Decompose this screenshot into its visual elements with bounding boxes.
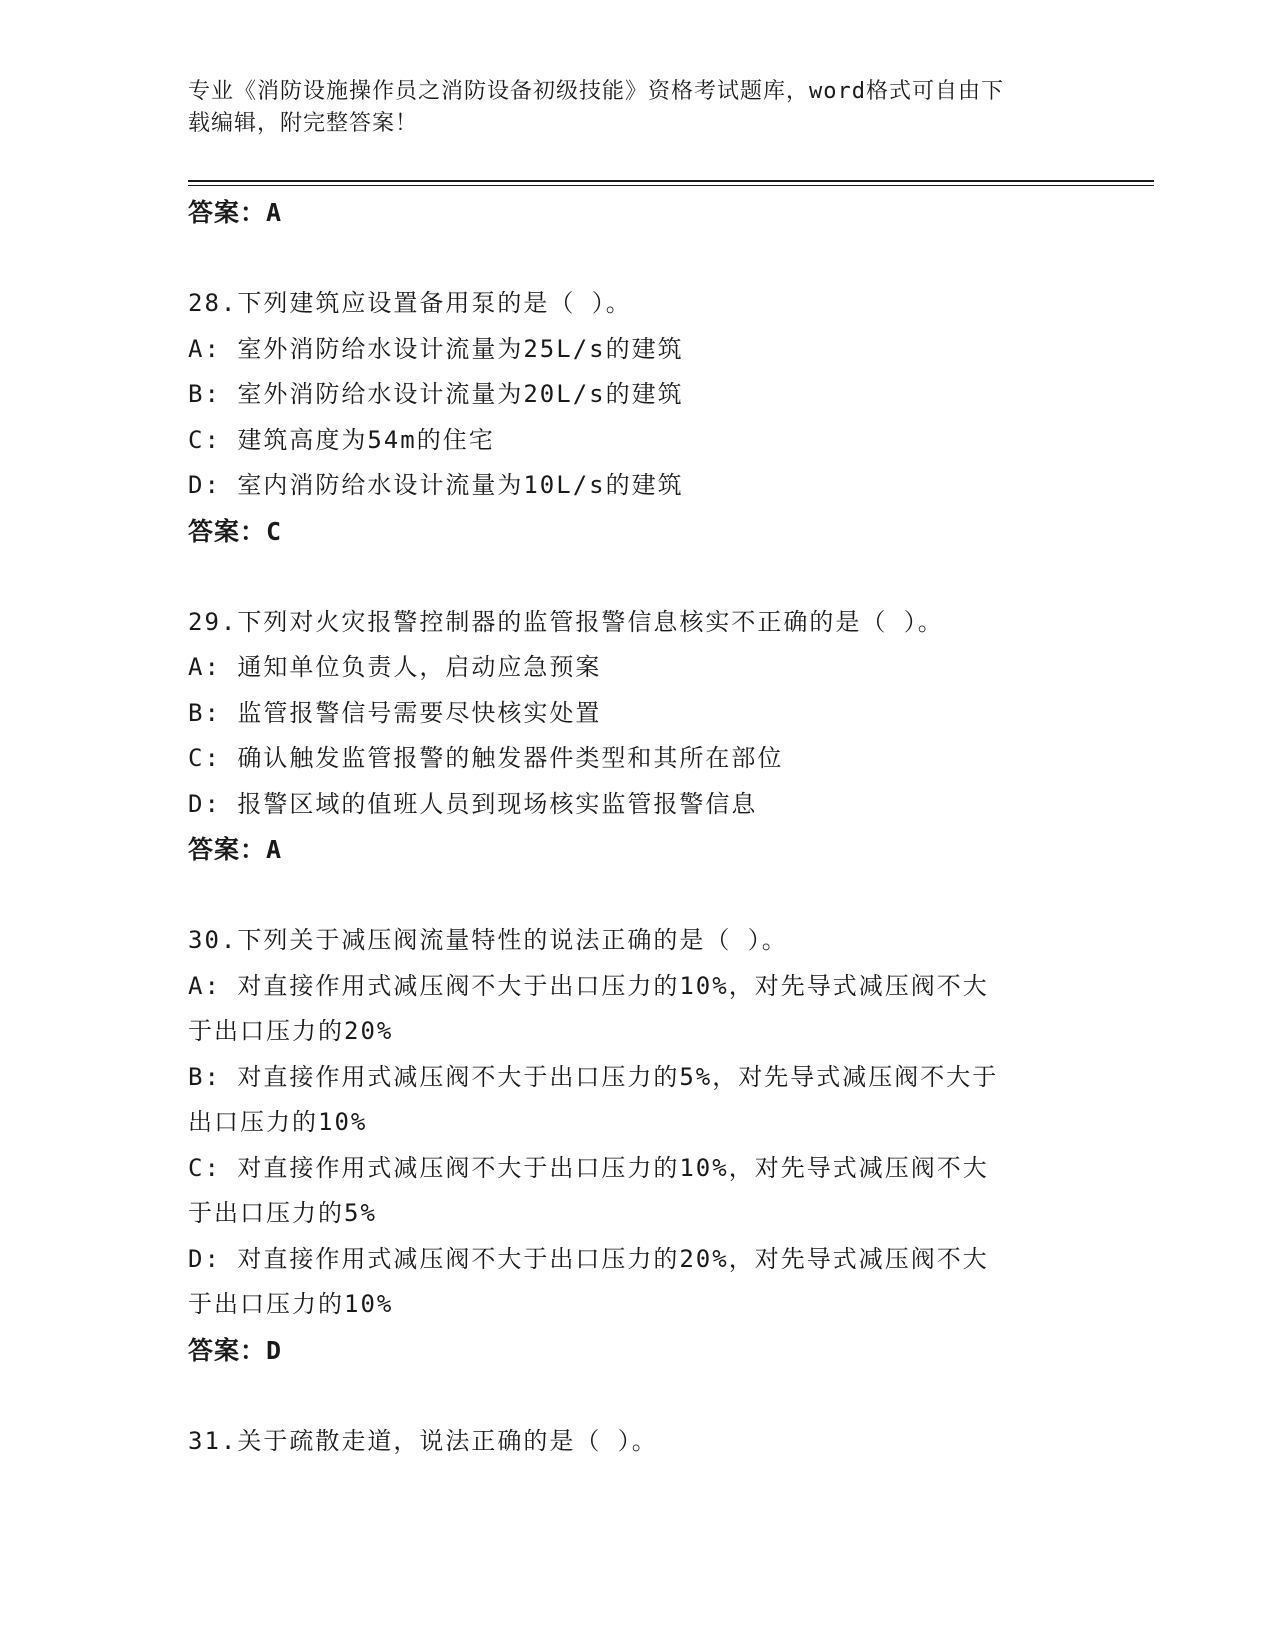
option-a-line-1: A: 对直接作用式减压阀不大于出口压力的10%，对先导式减压阀不大 <box>188 971 989 1000</box>
question-stem: 28.下列建筑应设置备用泵的是（ ）。 <box>188 289 632 317</box>
option-a: A: 室外消防给水设计流量为25L/s的建筑 <box>188 334 684 363</box>
header-line-1: 专业《消防设施操作员之消防设备初级技能》资格考试题库，word格式可自由下 <box>188 79 1004 104</box>
spacer <box>188 873 1088 919</box>
question-stem: 31.关于疏散走道，说法正确的是（ ）。 <box>188 1426 658 1455</box>
option-a-line-2: 于出口压力的20% <box>188 1017 394 1045</box>
question-stem: 30.下列关于减压阀流量特性的说法正确的是（ ）。 <box>188 926 788 954</box>
document-header <box>188 76 1068 140</box>
question-29 <box>188 600 1088 873</box>
option-c-line-1: C: 对直接作用式减压阀不大于出口压力的10%，对先导式减压阀不大 <box>188 1153 989 1182</box>
answer-30: 答案：D <box>188 1335 283 1365</box>
spacer <box>188 1373 1088 1419</box>
option-c: C: 建筑高度为54m的住宅 <box>188 425 495 454</box>
question-30 <box>188 918 1088 1373</box>
question-stem: 29.下列对火灾报警控制器的监管报警信息核实不正确的是（ ）。 <box>188 607 944 636</box>
spacer <box>188 554 1088 600</box>
question-28 <box>188 281 1088 554</box>
option-c: C: 确认触发监管报警的触发器件类型和其所在部位 <box>188 744 784 772</box>
option-d: D: 报警区域的值班人员到现场核实监管报警信息 <box>188 789 758 818</box>
option-d-line-1: D: 对直接作用式减压阀不大于出口压力的20%，对先导式减压阀不大 <box>188 1244 989 1273</box>
option-d-line-2: 于出口压力的10% <box>188 1290 394 1318</box>
header-divider-thin <box>188 185 1154 186</box>
header-divider-thick <box>188 180 1154 182</box>
option-b: B: 监管报警信号需要尽快核实处置 <box>188 698 602 727</box>
option-d: D: 室内消防给水设计流量为10L/s的建筑 <box>188 471 684 499</box>
question-list <box>188 190 1088 1464</box>
answer-27: 答案：A <box>188 198 283 227</box>
option-b-line-1: B: 对直接作用式减压阀不大于出口压力的5%，对先导式减压阀不大于 <box>188 1062 999 1091</box>
header-line-2: 载编辑，附完整答案！ <box>188 111 419 136</box>
option-b: B: 室外消防给水设计流量为20L/s的建筑 <box>188 380 684 408</box>
spacer <box>188 236 1088 282</box>
question-31 <box>188 1419 1088 1465</box>
answer-28: 答案：C <box>188 516 283 546</box>
answer-29: 答案：A <box>188 835 283 864</box>
option-c-line-2: 于出口压力的5% <box>188 1199 377 1227</box>
option-a: A: 通知单位负责人，启动应急预案 <box>188 653 602 681</box>
option-b-line-2: 出口压力的10% <box>188 1108 368 1136</box>
